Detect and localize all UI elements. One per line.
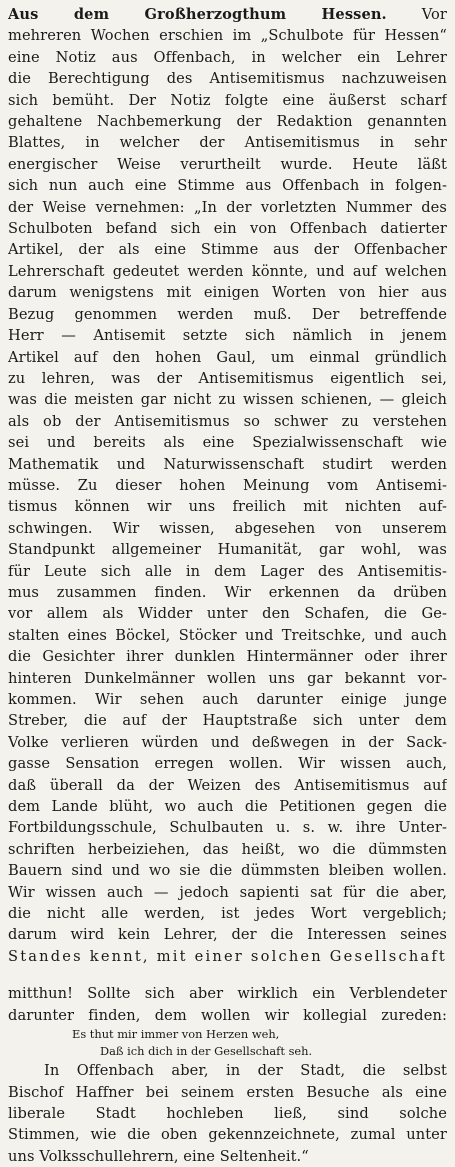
body-line: In Offenbach aber, in der Stadt, die selbst [44, 1062, 447, 1080]
body-line: Lehrerschaft gedeutet werden könnte, und auf welchen [8, 262, 447, 280]
body-line: schriften herbeiziehen, das heißt, wo die dümmsten [8, 840, 447, 858]
body-line: Streber, die auf der Hauptstraße sich unter dem [8, 712, 447, 730]
body-line: die Gesichter ihrer dunklen Hintermänner oder ihrer [8, 648, 447, 666]
body-line: vor allem als Widder unter den Schafen, die Ge- [8, 605, 447, 623]
body-line: die Berechtigung des Antisemitismus nachzuweisen [8, 70, 447, 88]
body-line: Bischof Haffner bei seinem ersten Besuche als eine [8, 1083, 447, 1101]
body-line: tismus können wir uns freilich mit nichten auf- [8, 498, 447, 516]
body-line: Herr — Antisemit setzte sich nämlich in jenem [8, 327, 447, 345]
body-line: Standpunkt allgemeiner Humanität, gar wohl, was [8, 541, 447, 559]
verse-block [8, 1026, 447, 1060]
body-line: Bauern sind und wo sie die dümmsten bleiben wollen. [8, 862, 447, 880]
body-line: für Leute sich alle in dem Lager des Antisemitis- [8, 562, 447, 580]
body-line: eine Notiz aus Offenbach, in welcher ein Lehrer [8, 48, 447, 66]
verse-line: Es thut mir immer von Herzen weh, [72, 1027, 280, 1042]
body-line: sei und bereits als eine Spezialwissenschaft wie [8, 434, 447, 452]
body-line: Artikel, der als eine Stimme aus der Offenbacher [8, 241, 447, 259]
body-line: darum wird kein Lehrer, der die Interessen seines [8, 926, 447, 944]
body-line: müsse. Zu dieser hohen Meinung vom Antisemi- [8, 476, 447, 494]
body-line: zu lehren, was der Antisemitismus eigentlich sei, [8, 369, 447, 387]
body-line: stalten eines Böckel, Stöcker und Treitschke, und auch [8, 626, 447, 644]
body-line: der Weise vernehmen: „In der vorletzten Nummer des [8, 198, 447, 216]
body-line: Volke verlieren würden und deßwegen in der Sack- [8, 733, 447, 751]
body-line: gehaltene Nachbemerkung der Redaktion genannten [8, 113, 447, 131]
body-line: sich bemüht. Der Notiz folgte eine äußerst scharf [8, 91, 447, 109]
article-closing [8, 1060, 447, 1167]
body-line: die nicht alle werden, ist jedes Wort vergeblich; [8, 905, 447, 923]
body-line: Artikel auf den hohen Gaul, um einmal gründlich [8, 348, 447, 366]
section-divider [8, 967, 447, 983]
body-line: sich nun auch eine Stimme aus Offenbach in folgen- [8, 177, 447, 195]
body-line: Fortbildungsschule, Schulbauten u. s. w. ihre Unter- [8, 819, 447, 837]
verse-line: Daß ich dich in der Gesellschaft seh. [100, 1044, 313, 1059]
body-line: als ob der Antisemitismus so schwer zu verstehen [8, 412, 447, 430]
body-line: mehreren Wochen erschien im „Schulbote für Hessen“ [8, 27, 447, 45]
body-line: mitthun! Sollte sich aber wirklich ein Verblendeter [8, 985, 447, 1003]
body-line: Wir wissen auch — jedoch sapienti sat für die aber, [8, 883, 447, 901]
article-body [8, 25, 447, 967]
body-line: daß überall da der Weizen des Antisemitismus auf [8, 776, 447, 794]
body-line: hinteren Dunkelmänner wollen uns gar bekannt vor- [8, 669, 447, 687]
body-line: darum wenigstens mit einigen Worten von hier aus [8, 284, 447, 302]
body-line: Schulboten befand sich ein von Offenbach datierter [8, 220, 447, 238]
body-line: was die meisten gar nicht zu wissen schienen, — gleich [8, 391, 447, 409]
body-line: darunter finden, dem wollen wir kollegial zureden: [8, 1006, 447, 1024]
body-line: dem Lande blüht, wo auch die Petitionen gegen die [8, 798, 447, 816]
body-line: Mathematik und Naturwissenschaft studirt werden [8, 455, 447, 473]
body-line: mus zusammen finden. Wir erkennen da drüben [8, 583, 447, 601]
body-line: liberale Stadt hochleben ließ, sind solche [8, 1104, 447, 1122]
body-line: Bezug genommen werden muß. Der betreffende [8, 305, 447, 323]
body-line: schwingen. Wir wissen, abgesehen von unserem [8, 519, 447, 537]
body-line: gasse Sensation erregen wollen. Wir wissen auch, [8, 755, 447, 773]
body-line: Blattes, in welcher der Antisemitismus in sehr [8, 134, 447, 152]
body-line: kommen. Wir sehen auch darunter einige junge [8, 691, 447, 708]
headline-line [8, 4, 447, 25]
article-title: Aus dem Großherzogthum Hessen. [8, 6, 387, 23]
body-line: Standes kennt, mit einer solchen Gesellschaft [8, 947, 447, 965]
body-line: uns Volksschullehrern, eine Seltenheit.“ [8, 1147, 309, 1165]
body-line: Stimmen, wie die oben gekennzeichnete, zumal unter [8, 1126, 447, 1144]
article-continuation [8, 983, 447, 1026]
body-line: Vor [421, 6, 447, 23]
body-line: energischer Weise verurtheilt wurde. Heute läßt [8, 155, 447, 173]
